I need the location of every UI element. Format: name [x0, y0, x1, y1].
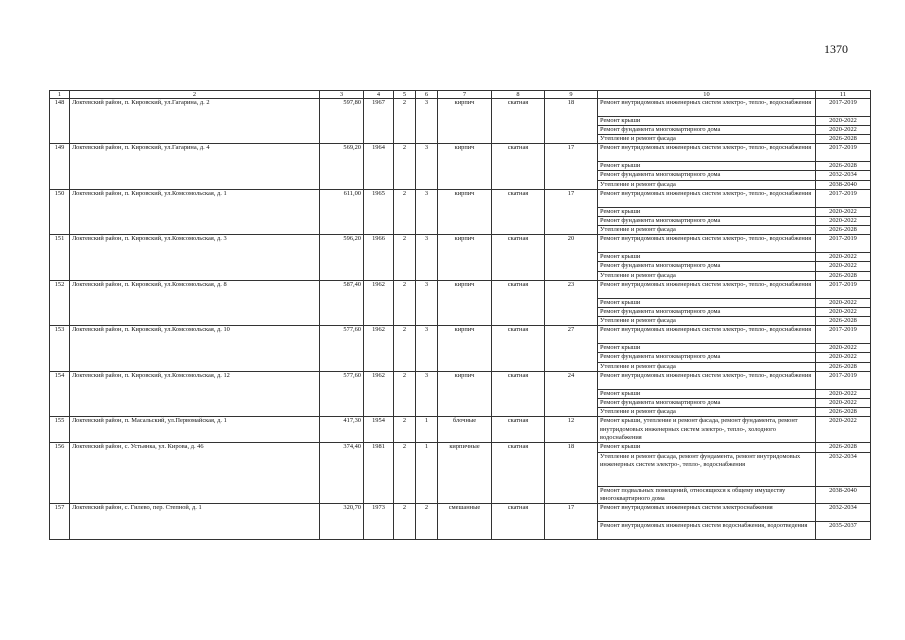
work-type-cell: Ремонт внутридомовых инженерных систем электроснабжения	[598, 504, 816, 522]
column-9-cell: 18	[545, 99, 598, 144]
column-number-cell: 1	[50, 91, 70, 99]
work-type-cell: Ремонт крыши	[598, 443, 816, 452]
period-cell: 2026-2028	[816, 226, 871, 235]
row-number-cell: 151	[50, 235, 70, 280]
column-number-cell: 9	[545, 91, 598, 99]
house-row	[50, 280, 871, 298]
period-cell: 2020-2022	[816, 344, 871, 353]
period-cell: 2020-2022	[816, 417, 871, 443]
roof-type-cell: скатная	[492, 504, 545, 539]
work-type-cell: Ремонт внутридомовых инженерных систем электро-, тепло-, водоснабжения	[598, 189, 816, 207]
work-type-cell: Ремонт внутридомовых инженерных систем электро-, тепло-, водоснабжения	[598, 99, 816, 117]
column-number-row	[50, 91, 871, 99]
year-cell: 1966	[364, 235, 394, 280]
wall-material-cell: кирпич	[438, 99, 492, 144]
address-cell: Локтевский район, п. Кировский, ул.Гагарина, д. 2	[70, 99, 320, 144]
address-cell: Локтевский район, с. Гилево, пер. Степной, д. 1	[70, 504, 320, 539]
year-cell: 1962	[364, 371, 394, 416]
year-cell: 1967	[364, 99, 394, 144]
work-type-cell: Утепление и ремонт фасада	[598, 408, 816, 417]
column-5-cell: 2	[394, 280, 416, 325]
wall-material-cell: кирпич	[438, 326, 492, 371]
column-6-cell: 3	[416, 235, 438, 280]
area-cell: 320,70	[320, 504, 364, 539]
roof-type-cell: скатная	[492, 235, 545, 280]
column-number-cell: 4	[364, 91, 394, 99]
work-type-cell: Ремонт крыши	[598, 162, 816, 171]
roof-type-cell: скатная	[492, 371, 545, 416]
period-cell: 2026-2028	[816, 317, 871, 326]
period-cell: 2026-2028	[816, 443, 871, 452]
house-row	[50, 417, 871, 443]
house-row	[50, 189, 871, 207]
column-6-cell: 3	[416, 99, 438, 144]
work-type-cell: Ремонт крыши	[598, 253, 816, 262]
period-cell: 2035-2037	[816, 521, 871, 539]
column-6-cell: 3	[416, 189, 438, 234]
period-cell: 2026-2028	[816, 162, 871, 171]
year-cell: 1964	[364, 144, 394, 189]
period-cell: 2020-2022	[816, 389, 871, 398]
area-cell: 374,40	[320, 443, 364, 504]
area-cell: 587,40	[320, 280, 364, 325]
period-cell: 2020-2022	[816, 125, 871, 134]
area-cell: 597,80	[320, 99, 364, 144]
period-cell: 2020-2022	[816, 207, 871, 216]
capital-repair-table	[49, 90, 871, 540]
column-6-cell: 3	[416, 326, 438, 371]
column-5-cell: 2	[394, 504, 416, 539]
roof-type-cell: скатная	[492, 99, 545, 144]
work-type-cell: Ремонт фундамента многоквартирного дома	[598, 125, 816, 134]
roof-type-cell: скатная	[492, 417, 545, 443]
house-row	[50, 504, 871, 522]
address-cell: Локтевский район, п. Кировский, ул.Комсомольская, д. 3	[70, 235, 320, 280]
period-cell: 2026-2028	[816, 408, 871, 417]
period-cell: 2020-2022	[816, 116, 871, 125]
period-cell: 2017-2019	[816, 235, 871, 253]
address-cell: Локтевский район, п. Кировский, ул.Комсомольская, д. 1	[70, 189, 320, 234]
work-type-cell: Ремонт внутридомовых инженерных систем электро-, тепло-, водоснабжения	[598, 280, 816, 298]
column-9-cell: 20	[545, 235, 598, 280]
column-9-cell: 17	[545, 504, 598, 539]
period-cell: 2020-2022	[816, 353, 871, 362]
work-type-cell: Утепление и ремонт фасада	[598, 271, 816, 280]
column-number-cell: 8	[492, 91, 545, 99]
address-cell: Локтевский район, п. Кировский, ул.Комсомольская, д. 8	[70, 280, 320, 325]
work-type-cell: Утепление и ремонт фасада	[598, 135, 816, 144]
wall-material-cell: кирпич	[438, 280, 492, 325]
period-cell: 2032-2034	[816, 504, 871, 522]
row-number-cell: 148	[50, 99, 70, 144]
column-number-cell: 5	[394, 91, 416, 99]
roof-type-cell: скатная	[492, 280, 545, 325]
column-9-cell: 23	[545, 280, 598, 325]
work-type-cell: Ремонт фундамента многоквартирного дома	[598, 216, 816, 225]
period-cell: 2017-2019	[816, 371, 871, 389]
address-cell: Локтевский район, п. Кировский, ул.Комсомольская, д. 12	[70, 371, 320, 416]
work-type-cell: Ремонт внутридомовых инженерных систем электро-, тепло-, водоснабжения	[598, 371, 816, 389]
row-number-cell: 155	[50, 417, 70, 443]
column-5-cell: 2	[394, 189, 416, 234]
area-cell: 611,00	[320, 189, 364, 234]
column-6-cell: 3	[416, 144, 438, 189]
roof-type-cell: скатная	[492, 443, 545, 504]
period-cell: 2026-2028	[816, 135, 871, 144]
year-cell: 1973	[364, 504, 394, 539]
work-type-cell: Ремонт крыши	[598, 298, 816, 307]
column-9-cell: 17	[545, 144, 598, 189]
area-cell: 596,20	[320, 235, 364, 280]
year-cell: 1962	[364, 326, 394, 371]
house-row	[50, 326, 871, 344]
work-type-cell: Утепление и ремонт фасада	[598, 317, 816, 326]
area-cell: 577,60	[320, 371, 364, 416]
roof-type-cell: скатная	[492, 189, 545, 234]
page-number: 1370	[824, 42, 848, 56]
roof-type-cell: скатная	[492, 144, 545, 189]
address-cell: Локтевский район, п. Кировский, ул.Гагарина, д. 4	[70, 144, 320, 189]
period-cell: 2026-2028	[816, 271, 871, 280]
year-cell: 1965	[364, 189, 394, 234]
column-6-cell: 3	[416, 280, 438, 325]
work-type-cell: Ремонт крыши	[598, 344, 816, 353]
column-number-cell: 10	[598, 91, 816, 99]
work-type-cell: Утепление и ремонт фасада	[598, 226, 816, 235]
period-cell: 2038-2040	[816, 486, 871, 504]
period-cell: 2020-2022	[816, 262, 871, 271]
column-9-cell: 17	[545, 189, 598, 234]
column-6-cell: 1	[416, 443, 438, 504]
house-row	[50, 443, 871, 452]
period-cell: 2032-2034	[816, 452, 871, 486]
column-5-cell: 2	[394, 99, 416, 144]
wall-material-cell: блочные	[438, 417, 492, 443]
address-cell: Локтевский район, с. Устьянка, ул. Кирова, д. 46	[70, 443, 320, 504]
work-type-cell: Ремонт внутридомовых инженерных систем водоснабжения, водоотведения	[598, 521, 816, 539]
area-cell: 569,20	[320, 144, 364, 189]
work-type-cell: Ремонт внутридомовых инженерных систем электро-, тепло-, водоснабжения	[598, 144, 816, 162]
period-cell: 2017-2019	[816, 144, 871, 162]
wall-material-cell: кирпич	[438, 189, 492, 234]
period-cell: 2032-2034	[816, 171, 871, 180]
year-cell: 1962	[364, 280, 394, 325]
column-number-cell: 2	[70, 91, 320, 99]
column-5-cell: 2	[394, 443, 416, 504]
work-type-cell: Ремонт крыши	[598, 389, 816, 398]
wall-material-cell: кирпич	[438, 235, 492, 280]
work-type-cell: Ремонт фундамента многоквартирного дома	[598, 398, 816, 407]
column-9-cell: 24	[545, 371, 598, 416]
wall-material-cell: кирпич	[438, 144, 492, 189]
period-cell: 2017-2019	[816, 189, 871, 207]
area-cell: 577,60	[320, 326, 364, 371]
work-type-cell: Ремонт подвальных помещений, относящихся к общему имуществу многоквартирного дома	[598, 486, 816, 504]
work-type-cell: Ремонт фундамента многоквартирного дома	[598, 307, 816, 316]
roof-type-cell: скатная	[492, 326, 545, 371]
column-5-cell: 2	[394, 326, 416, 371]
area-cell: 417,30	[320, 417, 364, 443]
column-9-cell: 12	[545, 417, 598, 443]
column-9-cell: 27	[545, 326, 598, 371]
row-number-cell: 157	[50, 504, 70, 539]
column-number-cell: 6	[416, 91, 438, 99]
column-5-cell: 2	[394, 371, 416, 416]
column-5-cell: 2	[394, 235, 416, 280]
row-number-cell: 149	[50, 144, 70, 189]
column-5-cell: 2	[394, 144, 416, 189]
period-cell: 2020-2022	[816, 253, 871, 262]
column-6-cell: 3	[416, 371, 438, 416]
row-number-cell: 156	[50, 443, 70, 504]
house-row	[50, 144, 871, 162]
work-type-cell: Ремонт внутридомовых инженерных систем электро-, тепло-, водоснабжения	[598, 326, 816, 344]
house-row	[50, 99, 871, 117]
house-row	[50, 235, 871, 253]
period-cell: 2017-2019	[816, 280, 871, 298]
work-type-cell: Ремонт крыши	[598, 116, 816, 125]
column-5-cell: 2	[394, 417, 416, 443]
row-number-cell: 154	[50, 371, 70, 416]
period-cell: 2026-2028	[816, 362, 871, 371]
row-number-cell: 152	[50, 280, 70, 325]
column-number-cell: 7	[438, 91, 492, 99]
period-cell: 2017-2019	[816, 99, 871, 117]
row-number-cell: 153	[50, 326, 70, 371]
work-type-cell: Утепление и ремонт фасада, ремонт фундамента, ремонт внутридомовых инженерных систем электро-, тепло-, водоснабжения	[598, 452, 816, 486]
work-type-cell: Ремонт внутридомовых инженерных систем электро-, тепло-, водоснабжения	[598, 235, 816, 253]
wall-material-cell: кирпичные	[438, 443, 492, 504]
wall-material-cell: смешанные	[438, 504, 492, 539]
work-type-cell: Ремонт крыши, утепление и ремонт фасада, ремонт фундамента, ремонт внутридомовых инженерных систем электро-, тепло-, холодного водоснабжения	[598, 417, 816, 443]
row-number-cell: 150	[50, 189, 70, 234]
period-cell: 2017-2019	[816, 326, 871, 344]
address-cell: Локтевский район, п. Масальский, ул.Первомайская, д. 1	[70, 417, 320, 443]
work-type-cell: Утепление и ремонт фасада	[598, 180, 816, 189]
period-cell: 2020-2022	[816, 216, 871, 225]
work-type-cell: Утепление и ремонт фасада	[598, 362, 816, 371]
house-row	[50, 371, 871, 389]
year-cell: 1981	[364, 443, 394, 504]
column-number-cell: 3	[320, 91, 364, 99]
period-cell: 2020-2022	[816, 307, 871, 316]
year-cell: 1954	[364, 417, 394, 443]
column-6-cell: 1	[416, 417, 438, 443]
column-number-cell: 11	[816, 91, 871, 99]
column-6-cell: 2	[416, 504, 438, 539]
work-type-cell: Ремонт фундамента многоквартирного дома	[598, 262, 816, 271]
period-cell: 2020-2022	[816, 298, 871, 307]
period-cell: 2020-2022	[816, 398, 871, 407]
period-cell: 2038-2040	[816, 180, 871, 189]
work-type-cell: Ремонт фундамента многоквартирного дома	[598, 353, 816, 362]
column-9-cell: 18	[545, 443, 598, 504]
wall-material-cell: кирпич	[438, 371, 492, 416]
work-type-cell: Ремонт крыши	[598, 207, 816, 216]
address-cell: Локтевский район, п. Кировский, ул.Комсомольская, д. 10	[70, 326, 320, 371]
work-type-cell: Ремонт фундамента многоквартирного дома	[598, 171, 816, 180]
